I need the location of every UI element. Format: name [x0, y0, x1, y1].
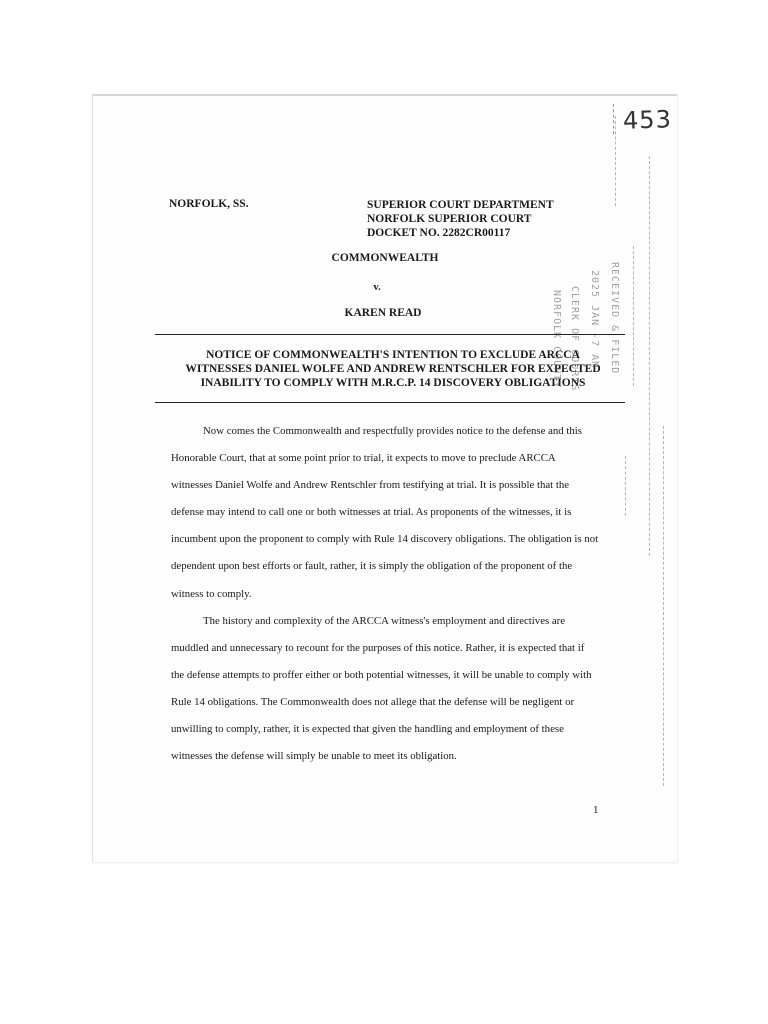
- stamp-line: NORFOLK COUNTY: [551, 290, 562, 389]
- body-paragraph: The history and complexity of the ARCCA witness's employment and directives are muddled and unnecessary to recount for the purposes of this notice. Rather, it is expected that if the defense attempts to proffer either or both potential witnesses, it will be unable to comply with Rule 14 obligations. The Commonwealth does not allege that the defense will be negligent or unwilling to comply, rather, it is expected that given the handling and employment of these witnesses the defense will simply be unable to meet its obligation.: [171, 614, 592, 763]
- scan-edge-marks: [605, 96, 675, 862]
- docket-number: DOCKET NO. 2282CR00117: [367, 227, 511, 239]
- title-line: INABILITY TO COMPLY WITH M.R.C.P. 14 DISCOVERY OBLIGATIONS: [200, 377, 586, 389]
- title-line: NOTICE OF COMMONWEALTH'S INTENTION TO EXCLUDE ARCCA: [206, 349, 580, 361]
- document-page: [92, 94, 677, 862]
- stamp-line: 2025 JAN -7 AM: [589, 270, 600, 369]
- stamp-line: CLERK OF COURTS: [569, 286, 580, 392]
- county-caption: NORFOLK, SS.: [169, 198, 249, 210]
- plaintiff-name: COMMONWEALTH: [331, 252, 439, 264]
- court-caption: [367, 198, 554, 240]
- document-body: [171, 418, 599, 770]
- stamp-line: RECEIVED & FILED: [609, 262, 620, 375]
- defendant-name: KAREN READ: [344, 307, 422, 319]
- versus-label: v.: [373, 282, 381, 293]
- handwritten-page-number: 453: [622, 105, 673, 135]
- title-line: WITNESSES DANIEL WOLFE AND ANDREW RENTSCHLER FOR EXPECTED: [185, 363, 601, 375]
- court-name: NORFOLK SUPERIOR COURT: [367, 213, 532, 225]
- court-department: SUPERIOR COURT DEPARTMENT: [367, 199, 554, 211]
- page-number: 1: [593, 804, 599, 816]
- body-paragraph: Now comes the Commonwealth and respectfully provides notice to the defense and this Honorable Court, that at some point prior to trial, it expects to move to preclude ARCCA witnesses Daniel Wolfe and Andrew Rentschler from testifying at trial. It is possible that the defense may intend to call one or both witnesses at trial. As proponents of the witnesses, it is incumbent upon the proponent to comply with Rule 14 discovery obligations. The obligation is not dependent upon best efforts or fault, rather, it is simply the obligation of the proponent of the witness to comply.: [171, 425, 599, 600]
